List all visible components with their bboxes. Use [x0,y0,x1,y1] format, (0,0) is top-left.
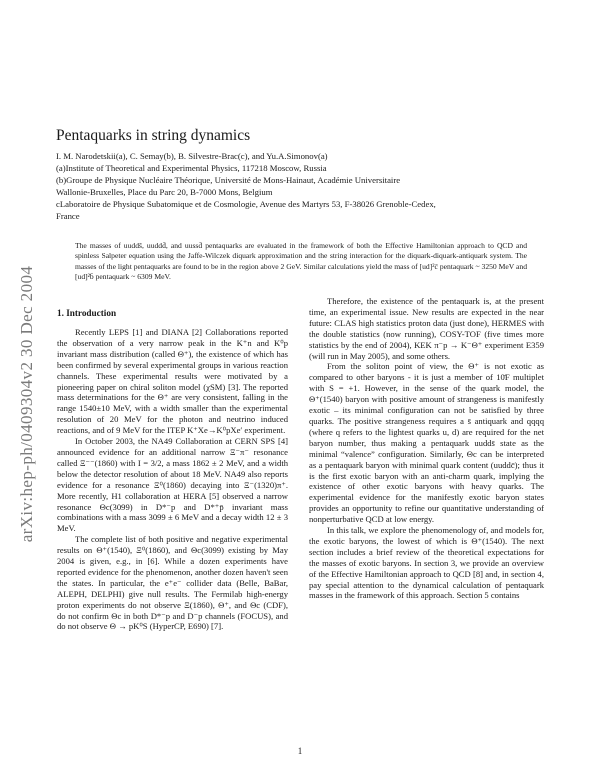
left-column [57,327,288,632]
affiliation-line: France [56,211,80,221]
affiliation-line: (b)Groupe de Physique Nucléaire Théorique, Université de Mons-Hainaut, Académie Universitaire [56,175,401,185]
paragraph: The complete list of both positive and negative experimental results on Θ⁺(1540), Ξ⁰(1860), and Θc(3099) existing by May 2004 is given, e.g., in [6]. While a dozen experiments have reported evidence for the phenomenon, another dozen haven't seen the states. In particular, the e⁺e⁻ collider data (Belle, BaBar, ALEPH, DELPHI) give null results. The Fermilab high-energy proton experiments do not observe Ξ(1860), Θ⁺, and Θc (CDF), do not confirm Θc in both D*⁻p and D⁻p channels (FOCUS), and do not observe Θ → pK⁰S (HyperCP, E690) [7]. [57,534,288,632]
page-number: 1 [297,746,303,756]
author-list: I. M. Narodetskii(a), C. Semay(b), B. Silvestre-Brac(c), and Yu.A.Simonov(a) [56,151,328,161]
arxiv-watermark: arXiv:hep-ph/0409304v2 30 Dec 2004 [17,265,36,543]
paragraph: In October 2003, the NA49 Collaboration at CERN SPS [4] announced evidence for an additional narrow Ξ⁻π⁻ resonance called Ξ⁻⁻(1860) with I = 3/2, a mass 1862 ± 2 MeV, and a width below the detector resolution of about 18 MeV. NA49 also reports evidence for a resonance Ξ⁰(1860) decaying into Ξ⁻(1320)π⁺. More recently, H1 collaboration at HERA [5] observed a narrow resonance Θc(3099) in D*⁻p and D*⁺p̄ invariant mass combinations with a mass 3099 ± 6 MeV and a decay width 12 ± 3 MeV. [57,436,288,534]
paragraph: From the soliton point of view, the Θ⁺ is not exotic as compared to other baryons - it is just a member of 10̄F multiplet with S = +1. However, in the sense of the quark model, the Θ⁺(1540) baryon with positive amount of strangeness is manifestly exotic – its minimal configuration can not be satisfied by three quarks. The positive strangeness requires a s̄ antiquark and qqqq (where q refers to the lightest quarks u, d) are required for the net baryon number, thus making a pentaquark uudds̄ state as the minimal “valence” configuration. Similarly, Θc can be interpreted as a pentaquark baryon with minimal quark content (uuddc̄); thus it is the first exotic baryon with an anti-charm quark, implying the existence of other exotic baryons with heavy quarks. The experimental evidence for the manifestly exotic baryon states provides an opportunity to refine our quantitative understanding of nonperturbative QCD at low energy. [309,361,544,525]
affiliation-line: cLaboratoire de Physique Subatomique et de Cosmologie, Avenue des Martyrs 53, F-38026 Grenoble-Cedex, [56,199,436,209]
paragraph: Recently LEPS [1] and DIANA [2] Collaborations reported the observation of a very narrow peak in the K⁺n and K⁰p invariant mass distribution (called Θ⁺), the existence of which has been confirmed by several experimental groups in various reaction channels. These experimental results were motivated by a pioneering paper on chiral soliton model (χSM) [3]. The reported mass determinations for the Θ⁺ are very consistent, falling in the range 1540±10 MeV, with a width smaller than the experimental resolution of 20 MeV for the photon and neutrino induced reactions, and of 9 MeV for the ITEP K⁺Xe→K⁰pXe′ experiment. [57,327,288,436]
section-heading: 1. Introduction [57,308,117,318]
paper-title: Pentaquarks in string dynamics [56,127,251,144]
right-column [309,296,544,601]
affiliation-line: (a)Institute of Theoretical and Experimental Physics, 117218 Moscow, Russia [56,163,327,173]
paragraph: In this talk, we explore the phenomenology of, and models for, the exotic baryons, the lowest of which is Θ⁺(1540). The next section includes a brief review of the theoretical expectations for the masses of exotic baryons. In section 3, we provide an overview of the Effective Hamiltonian approach to QCD [8] and, in section 4, pay special attention to the dynamical calculation of pentaquark masses in the framework of this approach. Section 5 contains [309,525,544,601]
paragraph: Therefore, the existence of the pentaquark is, at the present time, an experimental issue. New results are expected in the near future: CLAS high statistics proton data (just done), HERMES with the double statistics (now running), COSY-TOF (five times more statistics by the end of 2004), KEK π⁻p → K⁻Θ⁺ experiment E359 (will run in May 2005), and some others. [309,296,544,361]
abstract: The masses of uuddš, uuddd̄, and uussd̄ pentaquarks are evaluated in the framework of both the Effective Hamiltonian approach to QCD and spinless Salpeter equation using the Jaffe-Wilczek diquark approximation and the string interaction for the diquark-diquark-antiquark system. The masses of the light pentaquarks are found to be in the region above 2 GeV. Similar calculations yield the mass of [ud]²c̄ pentaquark ~ 3250 MeV and [ud]²b̄ pentaquark ~ 6309 MeV. [75,241,527,282]
affiliation-line: Wallonie-Bruxelles, Place du Parc 20, B-7000 Mons, Belgium [56,187,273,197]
